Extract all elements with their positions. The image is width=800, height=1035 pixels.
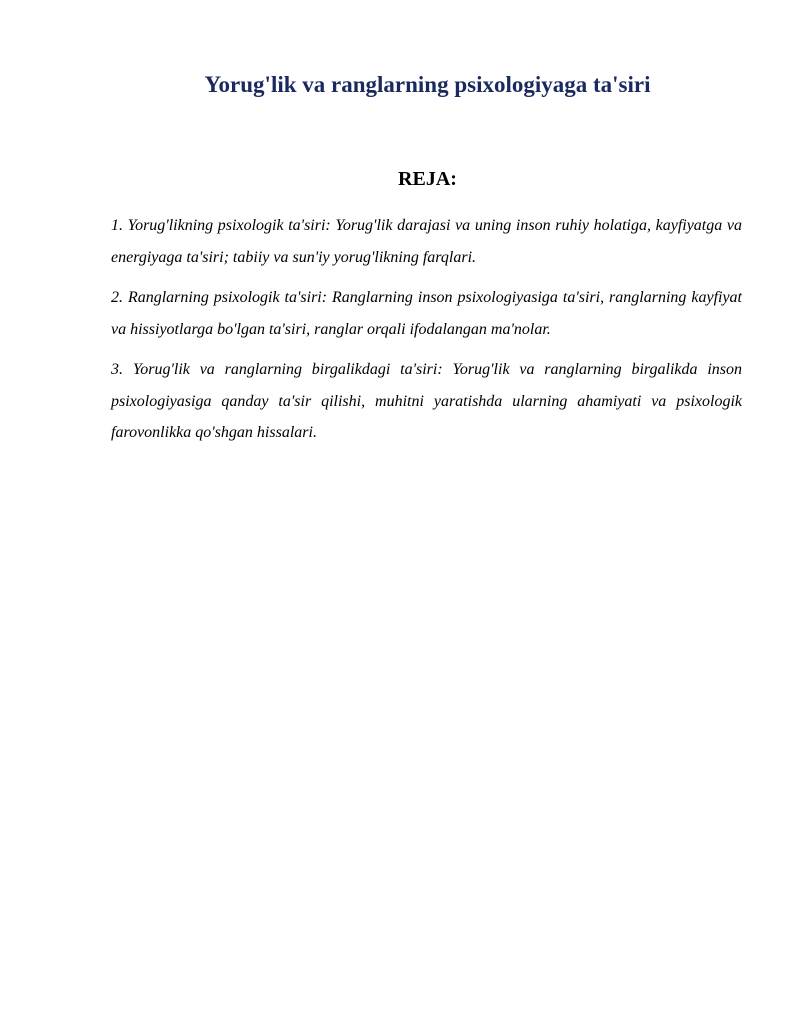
plan-item-3: 3. Yorug'lik va ranglarning birgalikdagi ta'siri: Yorug'lik va ranglarning birgalikda inson psixologiyasiga qanday ta'sir qilishi, muhitni yaratishda ularning ahamiyati va psixologik farovonlikka qo'shgan hissalari.	[111, 361, 742, 441]
document-title: Yorug'lik va ranglarning psixologiyaga ta'siri	[204, 72, 651, 97]
plan-item-2: 2. Ranglarning psixologik ta'siri: Ranglarning inson psixologiyasiga ta'siri, ranglarning kayfiyat va hissiyotlarga bo'lgan ta'siri, ranglar orqali ifodalangan ma'nolar.	[111, 289, 742, 338]
plan-heading: REJA:	[398, 168, 457, 190]
plan-item-1: 1. Yorug'likning psixologik ta'siri: Yorug'lik darajasi va uning inson ruhiy holatiga, kayfiyatga va energiyaga ta'siri; tabiiy va sun'iy yorug'likning farqlari.	[111, 217, 742, 266]
plan-list	[111, 210, 742, 458]
